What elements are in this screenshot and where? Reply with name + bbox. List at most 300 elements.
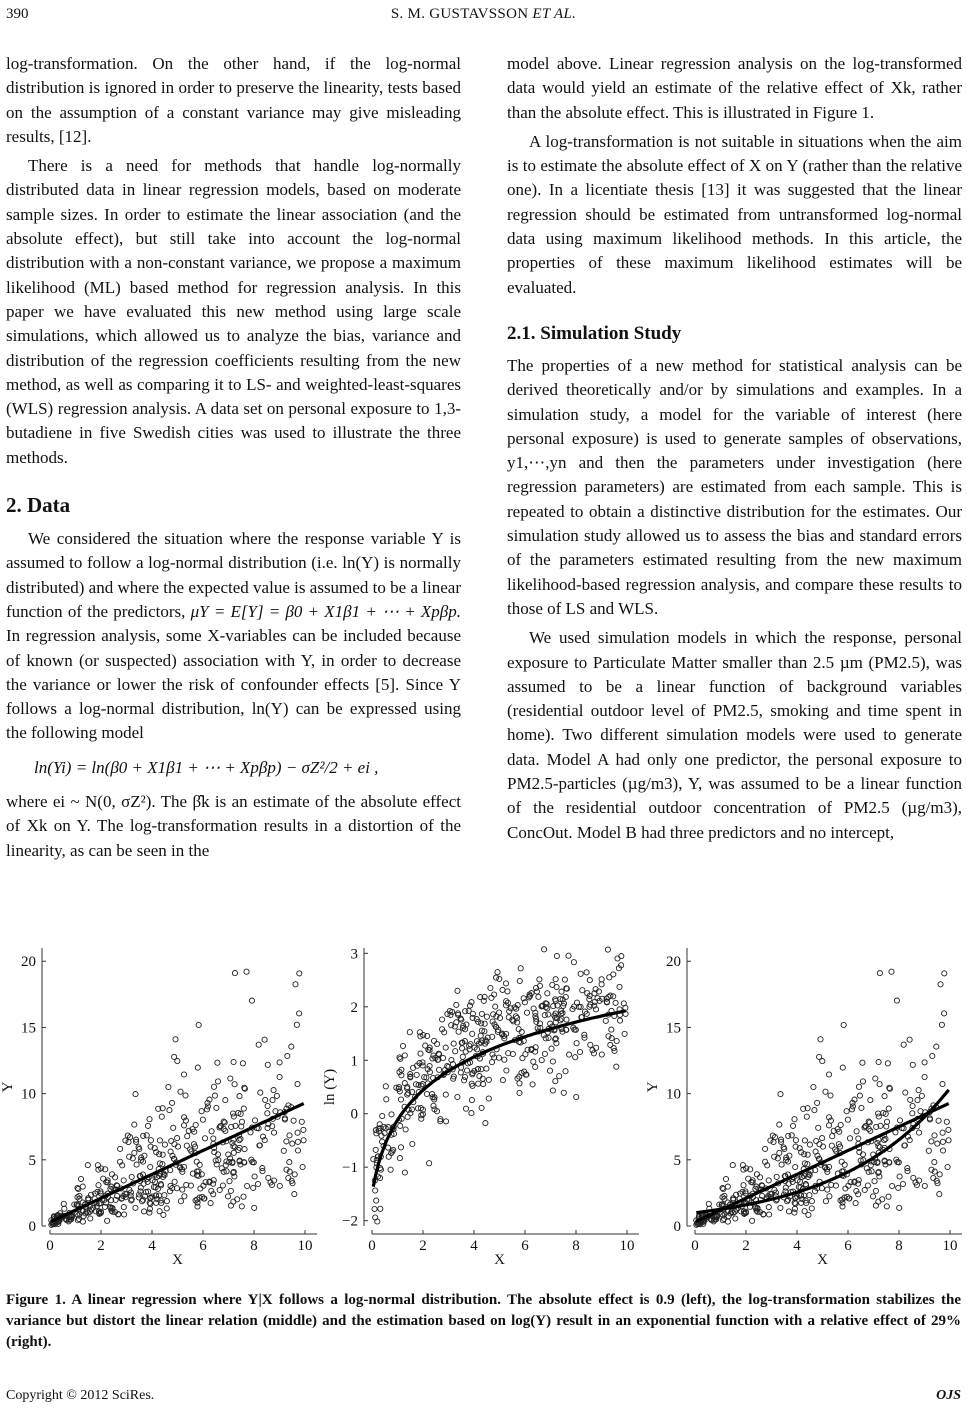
data-point: [910, 1103, 915, 1108]
right-column: [507, 52, 962, 845]
data-point: [215, 1060, 220, 1065]
data-point: [517, 978, 522, 983]
journal-abbrev: OJS: [936, 1388, 961, 1403]
data-point: [231, 1059, 236, 1064]
data-point: [462, 1074, 467, 1079]
data-point: [897, 1118, 902, 1123]
data-point: [294, 1022, 299, 1027]
data-point: [373, 1147, 378, 1152]
data-point: [807, 1193, 812, 1198]
data-point: [944, 1119, 949, 1124]
data-point: [915, 1098, 920, 1103]
left-paragraph-3-continued: In regression analysis, some X-variables can be included because of known (or suspected) association with Y, in order to decrease the variance or lower the risk of confounder effects [5]. Since Y follows a log-normal distribution, ln(Y) can be expressed using the following model: [6, 626, 461, 743]
data-point: [431, 1103, 436, 1108]
data-point: [105, 1218, 110, 1223]
data-point: [484, 1066, 489, 1071]
data-point: [466, 1008, 471, 1013]
data-point: [171, 1125, 176, 1130]
data-point: [577, 1049, 582, 1054]
data-point: [398, 1097, 403, 1102]
x-tick-label: 2: [742, 1238, 750, 1254]
data-point: [919, 1093, 924, 1098]
data-point: [384, 1097, 389, 1102]
data-point: [562, 977, 567, 982]
data-point: [816, 1125, 821, 1130]
data-point: [890, 1183, 895, 1188]
data-point: [566, 953, 571, 958]
data-point: [232, 1082, 237, 1087]
data-point: [936, 1118, 941, 1123]
data-point: [842, 1162, 847, 1167]
data-point: [145, 1123, 150, 1128]
page-number: 390: [6, 6, 29, 22]
data-point: [262, 1037, 267, 1042]
data-point: [270, 1098, 275, 1103]
data-point: [922, 1060, 927, 1065]
data-point: [479, 1067, 484, 1072]
data-point: [173, 1037, 178, 1042]
data-point: [823, 1199, 828, 1204]
data-point: [258, 1090, 263, 1095]
data-point: [244, 969, 249, 974]
y-tick-label: 10: [666, 1086, 681, 1103]
left-paragraph-3: [6, 527, 461, 746]
data-point: [911, 1175, 916, 1180]
x-tick-label: 10: [942, 1238, 958, 1254]
data-point: [208, 1201, 213, 1206]
data-point: [166, 1084, 171, 1089]
data-point: [159, 1114, 164, 1119]
data-point: [901, 1042, 906, 1047]
data-point: [252, 1205, 257, 1210]
x-tick-label: 8: [572, 1238, 580, 1254]
data-point: [559, 989, 564, 994]
data-point: [397, 1156, 402, 1161]
x-tick-label: 10: [619, 1238, 635, 1254]
data-point: [937, 1172, 942, 1177]
data-point: [573, 1055, 578, 1060]
y-tick-label: 20: [21, 954, 36, 971]
data-point: [129, 1174, 134, 1179]
data-point: [768, 1138, 773, 1143]
data-point: [199, 1109, 204, 1114]
data-point: [133, 1205, 138, 1210]
data-point: [539, 1058, 544, 1063]
data-point: [856, 1136, 861, 1141]
data-points: [694, 969, 952, 1227]
data-point: [185, 1134, 190, 1139]
y-tick-label: 15: [666, 1020, 681, 1037]
data-point: [617, 1018, 622, 1023]
data-point: [386, 1154, 391, 1159]
data-point: [750, 1218, 755, 1223]
y-tick-label: 5: [28, 1152, 36, 1169]
y-tick-label: 1: [350, 1053, 358, 1070]
data-point: [774, 1174, 779, 1179]
data-point: [553, 1079, 558, 1084]
scatter-plot-middle: [322, 936, 644, 1276]
data-point: [231, 1199, 236, 1204]
data-point: [285, 1053, 290, 1058]
data-point: [402, 1170, 407, 1175]
data-point: [877, 971, 882, 976]
data-point: [217, 1187, 222, 1192]
data-point: [860, 1079, 865, 1084]
data-point: [228, 1188, 233, 1193]
data-point: [942, 1011, 947, 1016]
data-point: [455, 1094, 460, 1099]
data-point: [873, 1076, 878, 1081]
data-point: [300, 1164, 305, 1169]
data-point: [301, 1127, 306, 1132]
data-point: [873, 1188, 878, 1193]
data-point: [162, 1142, 167, 1147]
data-point: [853, 1201, 858, 1206]
data-point: [388, 1167, 393, 1172]
data-point: [825, 1187, 830, 1192]
data-point: [793, 1138, 798, 1143]
data-point: [454, 1002, 459, 1007]
data-point: [542, 1013, 547, 1018]
data-point: [940, 1139, 945, 1144]
data-point: [545, 991, 550, 996]
data-point: [793, 1164, 798, 1169]
data-point: [518, 966, 523, 971]
data-point: [167, 1108, 172, 1113]
data-point: [811, 1084, 816, 1089]
data-point: [916, 1130, 921, 1135]
data-point: [162, 1193, 167, 1198]
data-point: [504, 1068, 509, 1073]
data-point: [424, 1091, 429, 1096]
data-point: [617, 984, 622, 989]
data-point: [256, 1042, 261, 1047]
data-point: [818, 1037, 823, 1042]
data-point: [844, 1109, 849, 1114]
data-points: [49, 969, 307, 1227]
data-point: [211, 1084, 216, 1089]
data-point: [777, 1150, 782, 1155]
data-point: [113, 1175, 118, 1180]
data-point: [181, 1072, 186, 1077]
data-point: [289, 1044, 294, 1049]
copyright-text: Copyright © 2012 SciRes.: [6, 1388, 155, 1403]
data-point: [587, 978, 592, 983]
data-point: [500, 987, 505, 992]
data-point: [148, 1164, 153, 1169]
data-point: [299, 1119, 304, 1124]
data-point: [249, 998, 254, 1003]
data-point: [183, 1093, 188, 1098]
data-point: [534, 989, 539, 994]
data-point: [792, 1117, 797, 1122]
x-axis-label: X: [172, 1252, 183, 1268]
data-point: [876, 1199, 881, 1204]
data-point: [847, 1136, 852, 1141]
data-point: [517, 1090, 522, 1095]
data-point: [900, 1181, 905, 1186]
data-point: [76, 1216, 81, 1221]
data-point: [78, 1176, 83, 1181]
data-point: [574, 1041, 579, 1046]
data-point: [380, 1113, 385, 1118]
data-point: [517, 1081, 522, 1086]
right-paragraph-3: The properties of a new method for statistical analysis can be derived theoretically and/or by simulations and examples. In a simulation study, a model for the variable of interest (here personal exposure) is used to generate samples of observations, y1,⋯,yn and then the parameters under investigation (here regression parameters) are estimated from each sample. This is repeated to obtain a distinctive distribution for the estimates. Our simulation study allowed us to assess the bias and standard errors of the parameters estimated resulting from the new maximum likelihood-based regression analysis, and compare these results to those of LS and WLS.: [507, 355, 962, 618]
data-point: [771, 1139, 776, 1144]
data-point: [242, 1147, 247, 1152]
data-point: [908, 1097, 913, 1102]
data-point: [503, 981, 508, 986]
data-point: [766, 1205, 771, 1210]
data-point: [608, 1042, 613, 1047]
data-point: [144, 1133, 149, 1138]
data-point: [789, 1133, 794, 1138]
data-point: [476, 1081, 481, 1086]
data-point: [830, 1134, 835, 1139]
data-point: [265, 1103, 270, 1108]
data-point: [287, 1133, 292, 1138]
data-point: [460, 1054, 465, 1059]
x-tick-label: 4: [148, 1238, 156, 1254]
data-point: [536, 994, 541, 999]
data-point: [443, 1045, 448, 1050]
x-tick-label: 8: [250, 1238, 258, 1254]
data-point: [823, 1089, 828, 1094]
data-point: [121, 1205, 126, 1210]
data-point: [195, 1065, 200, 1070]
data-point: [493, 1004, 498, 1009]
data-point: [463, 1106, 468, 1111]
data-point: [599, 977, 604, 982]
data-point: [212, 1093, 217, 1098]
data-point: [271, 1130, 276, 1135]
y-tick-label: 20: [666, 954, 681, 971]
x-tick-label: 4: [793, 1238, 801, 1254]
x-tick-label: 4: [470, 1238, 478, 1254]
data-point: [741, 1183, 746, 1188]
data-point: [792, 1206, 797, 1211]
data-point: [910, 1062, 915, 1067]
data-point: [172, 1179, 177, 1184]
data-point: [492, 992, 497, 997]
data-point: [868, 1098, 873, 1103]
data-point: [403, 1127, 408, 1132]
data-point: [440, 1017, 445, 1022]
data-point: [292, 1172, 297, 1177]
data-point: [200, 1117, 205, 1122]
data-point: [378, 1206, 383, 1211]
data-point: [505, 989, 510, 994]
data-point: [588, 1042, 593, 1047]
data-point: [946, 1138, 951, 1143]
data-point: [910, 1111, 915, 1116]
data-point: [197, 1162, 202, 1167]
data-point: [284, 1139, 289, 1144]
x-tick-label: 6: [521, 1238, 529, 1254]
data-point: [170, 1100, 175, 1105]
data-point: [122, 1212, 127, 1217]
data-point: [486, 1096, 491, 1101]
data-point: [903, 1090, 908, 1095]
data-point: [263, 1097, 268, 1102]
data-point: [290, 1141, 295, 1146]
data-point: [877, 1082, 882, 1087]
data-point: [939, 1022, 944, 1027]
data-point: [876, 1111, 881, 1116]
data-point: [820, 1136, 825, 1141]
data-point: [223, 1098, 228, 1103]
data-point: [550, 1059, 555, 1064]
data-point: [443, 1092, 448, 1097]
data-point: [567, 1052, 572, 1057]
data-point: [599, 1052, 604, 1057]
y-tick-label: 15: [21, 1020, 36, 1037]
data-point: [291, 1118, 296, 1123]
data-point: [274, 1093, 279, 1098]
data-point: [132, 1122, 137, 1127]
data-point: [815, 1100, 820, 1105]
data-point: [182, 1194, 187, 1199]
data-point: [897, 1174, 902, 1179]
x-tick-label: 6: [199, 1238, 207, 1254]
data-point: [215, 1079, 220, 1084]
data-point: [733, 1216, 738, 1221]
data-point: [845, 1117, 850, 1122]
data-point: [293, 982, 298, 987]
data-point: [622, 1031, 627, 1036]
data-point: [530, 1082, 535, 1087]
left-column: [6, 52, 461, 863]
data-point: [178, 1089, 183, 1094]
data-point: [227, 1179, 232, 1184]
data-point: [754, 1172, 759, 1177]
data-point: [827, 1194, 832, 1199]
data-point: [553, 977, 558, 982]
data-point: [271, 1088, 276, 1093]
data-point: [402, 1053, 407, 1058]
data-point: [872, 1179, 877, 1184]
data-point: [767, 1212, 772, 1217]
data-point: [885, 1061, 890, 1066]
data-point: [605, 947, 610, 952]
data-point: [571, 960, 576, 965]
data-point: [934, 1044, 939, 1049]
data-point: [591, 1051, 596, 1056]
data-point: [88, 1216, 93, 1221]
x-axis-label: X: [494, 1252, 505, 1268]
right-paragraph-2: A log-transformation is not suitable in situations when the aim is to estimate the absolute effect of X on Y (rather than the relative one). In a licentiate thesis [13] it was suggested that the linear regression should be estimated from untransformed log-normal data using maximum likelihood methods. In this article, the properties of these maximum likelihood estimates will be evaluated.: [507, 131, 962, 297]
data-point: [614, 1064, 619, 1069]
data-point: [870, 1194, 875, 1199]
y-tick-label: 2: [350, 999, 358, 1016]
data-point: [785, 1199, 790, 1204]
data-point: [549, 1046, 554, 1051]
data-point: [876, 1059, 881, 1064]
data-point: [494, 975, 499, 980]
expected-value-equation: μY = E[Y] = β0 + X1β1 + ⋯ + Xpβp.: [190, 601, 461, 621]
x-axis-label: X: [817, 1252, 828, 1268]
data-point: [854, 1129, 859, 1134]
data-point: [481, 1082, 486, 1087]
data-point: [613, 1000, 618, 1005]
data-point: [295, 1130, 300, 1135]
data-point: [547, 1068, 552, 1073]
data-point: [790, 1123, 795, 1128]
data-point: [502, 1057, 507, 1062]
data-point: [930, 1053, 935, 1058]
data-point: [295, 1139, 300, 1144]
data-point: [194, 1159, 199, 1164]
data-point: [564, 1017, 569, 1022]
data-point: [180, 1187, 185, 1192]
data-point: [537, 977, 542, 982]
data-point: [147, 1117, 152, 1122]
data-point: [922, 1183, 927, 1188]
data-point: [418, 1051, 423, 1056]
data-point: [202, 1136, 207, 1141]
data-point: [932, 1133, 937, 1138]
data-point: [123, 1138, 128, 1143]
data-point: [453, 1049, 458, 1054]
data-point: [410, 1141, 415, 1146]
data-point: [882, 1094, 887, 1099]
data-point: [372, 1206, 377, 1211]
y-tick-label: 0: [350, 1106, 358, 1123]
data-point: [860, 1060, 865, 1065]
data-point: [524, 1010, 529, 1015]
data-point: [435, 1041, 440, 1046]
data-point: [118, 1146, 123, 1151]
left-paragraph-2: There is a need for methods that handle log-normally distributed data in linear regression models, based on moderate sample sizes. In order to estimate the linear association (and the absolute effect), but still take into account the log-normal distribution with a non-constant variance, we propose a maximum likelihood (ML) based method for regression analysis. In this paper we have evaluated this new method using large scale simulations, which allowed us to analyze the bias, variance and distribution of the regression coefficients resulting from the new method, as well as comparing it to LS- and weighted-least-squares (WLS) regression analysis. A data set on personal exposure to 1,3-butadiene in five Swedish cities was used to illustrate the three methods.: [6, 156, 461, 467]
y-axis-label: Y: [645, 1081, 661, 1093]
data-point: [398, 1123, 403, 1128]
data-point: [286, 1175, 291, 1180]
data-point: [922, 1074, 927, 1079]
data-point: [730, 1163, 735, 1168]
data-point: [500, 1078, 505, 1083]
data-point: [603, 1018, 608, 1023]
data-point: [405, 1092, 410, 1097]
data-point: [383, 1084, 388, 1089]
data-point: [470, 1031, 475, 1036]
left-paragraph-4: where ei ~ N(0, σZ²). The β̂k is an estimate of the absolute effect of Xk on Y. The log-transformation results in a distortion of the linearity, as can be seen in the: [6, 792, 461, 860]
data-point: [273, 1109, 278, 1114]
x-tick-label: 6: [844, 1238, 852, 1254]
data-point: [814, 1138, 819, 1143]
data-point: [777, 1122, 782, 1127]
data-point: [469, 1098, 474, 1103]
data-point: [804, 1114, 809, 1119]
data-point: [209, 1129, 214, 1134]
data-point: [251, 1185, 256, 1190]
data-point: [812, 1108, 817, 1113]
data-point: [96, 1183, 101, 1188]
y-tick-label: 0: [28, 1219, 36, 1235]
data-point: [938, 982, 943, 987]
data-point: [758, 1175, 763, 1180]
data-point: [563, 1069, 568, 1074]
figure-1: [0, 936, 967, 1276]
data-point: [886, 1106, 891, 1111]
left-paragraph-1: log-transformation. On the other hand, if the log-normal distribution is ignored in order to preserve the linearity, tests based on the assumption of a constant variance may give misleading results, [12].: [6, 54, 461, 146]
data-point: [277, 1074, 282, 1079]
data-point: [157, 1209, 162, 1214]
data-point: [868, 1163, 873, 1168]
data-point: [599, 982, 604, 987]
data-point: [857, 1093, 862, 1098]
data-point: [109, 1172, 114, 1177]
y-tick-label: 10: [21, 1086, 36, 1103]
